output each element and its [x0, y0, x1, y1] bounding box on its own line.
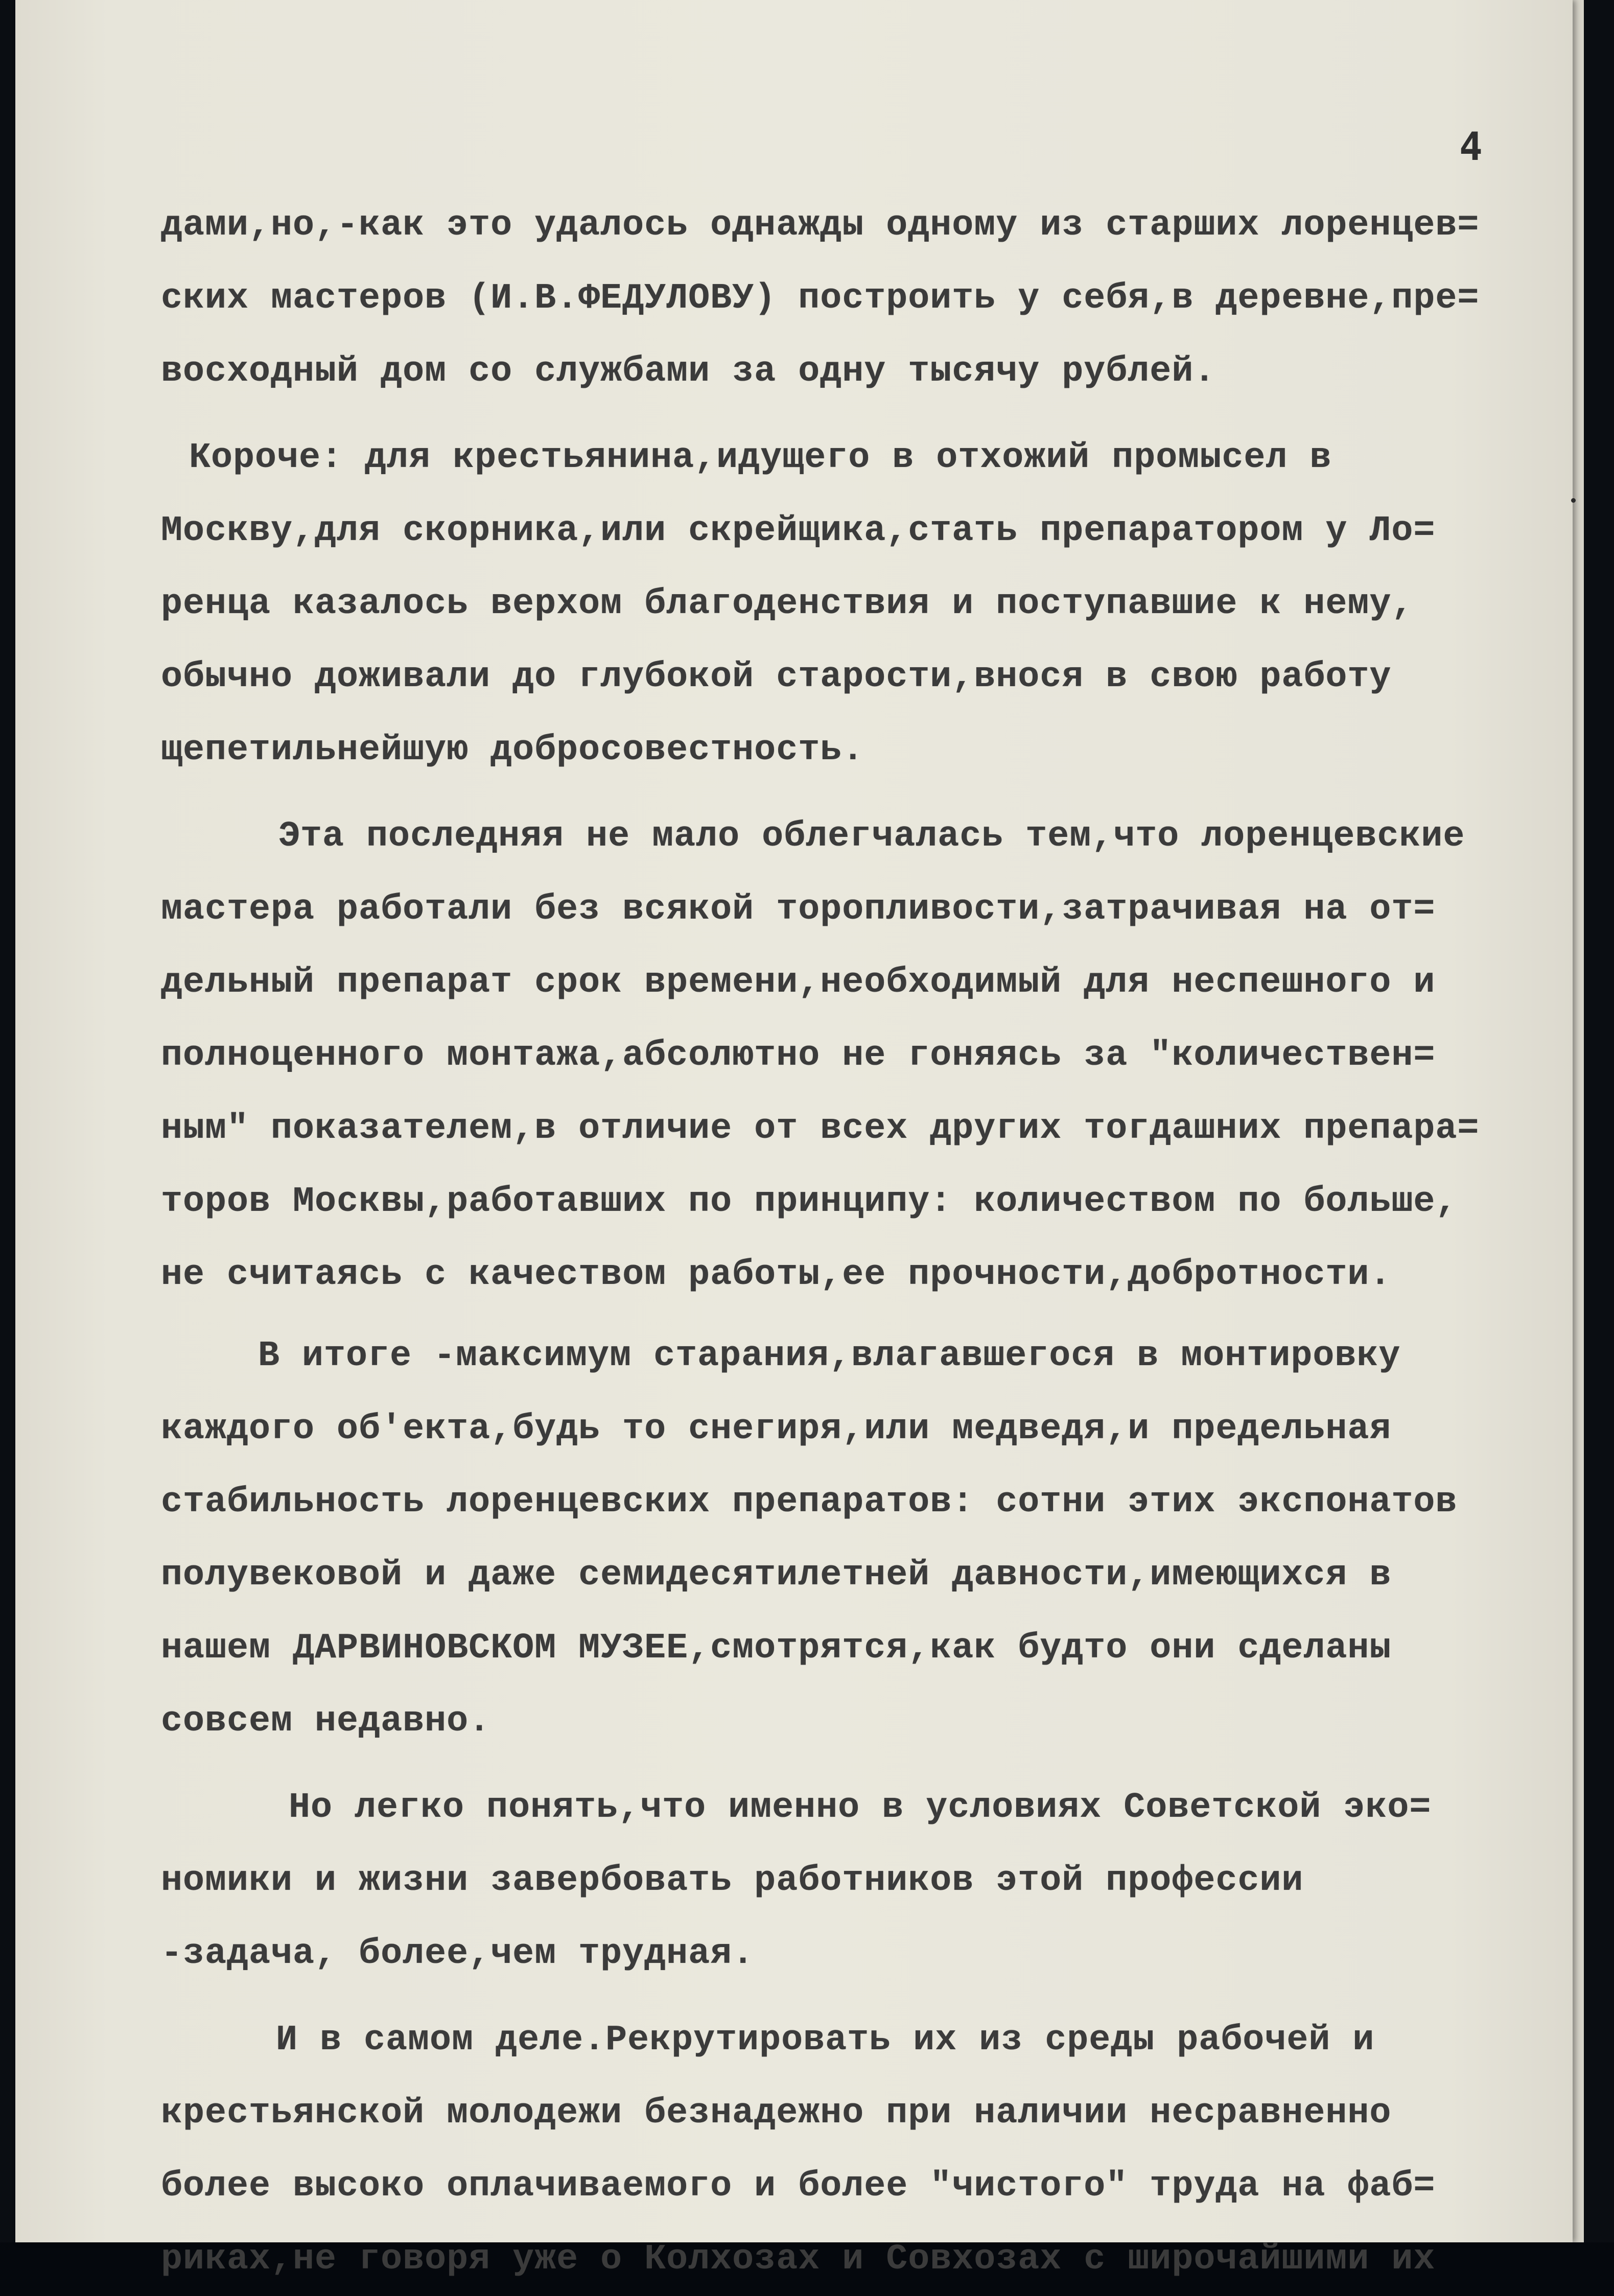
paragraph-1: дами,но,-как это удалось однажды одному из старших лоренцев= ских мастеров (И.В.ФЕДУЛОВУ) построить у себя,в деревне,пре= восходный дом со службами за одну тысячу рублей. — [161, 205, 1480, 392]
paragraph-3: Эта последняя не мало облегчалась тем,что лоренцевские мастера работали без всякой торопливости,затрачивая на от= дельный препарат срок времени,необходимый для неспешного и полноценного монтажа,абсолютно не гоняясь за "количествен= ным" показателем,в отличие от всех других тогдашних препара= торов Москвы,работавших по принципу: количеством по больше, не считаясь с качеством работы,ее прочности,добротности. — [161, 816, 1480, 1295]
paragraph-6: И в самом деле.Рекрутировать их из среды рабочей и крестьянской молодежи безнадежно при наличии несравненно более высоко оплачиваемого и более "чистого" труда на фаб= риках,не говоря уже о Колхозах и Совхозах с широчайшими их — [161, 2020, 1436, 2280]
paragraph-5: Но легко понять,что именно в условиях Советской эко= номики и жизни завербовать работников этой профессии -задача, более,чем трудная. — [161, 1788, 1432, 1974]
margin-mark — [1571, 498, 1576, 503]
body-text — [161, 189, 1487, 2296]
page-number: 4 — [1459, 124, 1483, 169]
paragraph-2: Короче: для крестьянина,идущего в отхожий промысел в Москву,для скорника,или скрейщика,стать препаратором у Ло= ренца казалось верхом благоденствия и поступавшие к нему, обычно доживали до глубокой старости,внося в свою работу щепетильнейшую добросовестность. — [161, 438, 1436, 770]
paragraph-4: В итоге -максимум старания,влагавшегося в монтировку каждого об'екта,будь то снегиря,или медведя,и предельная стабильность лоренцевских препаратов: сотни этих экспонатов полувековой и даже семидесятилетней давности,имеющихся в нашем ДАРВИНОВСКОМ МУЗЕЕ,смотрятся,как будто они сделаны совсем недавно. — [161, 1336, 1458, 1742]
